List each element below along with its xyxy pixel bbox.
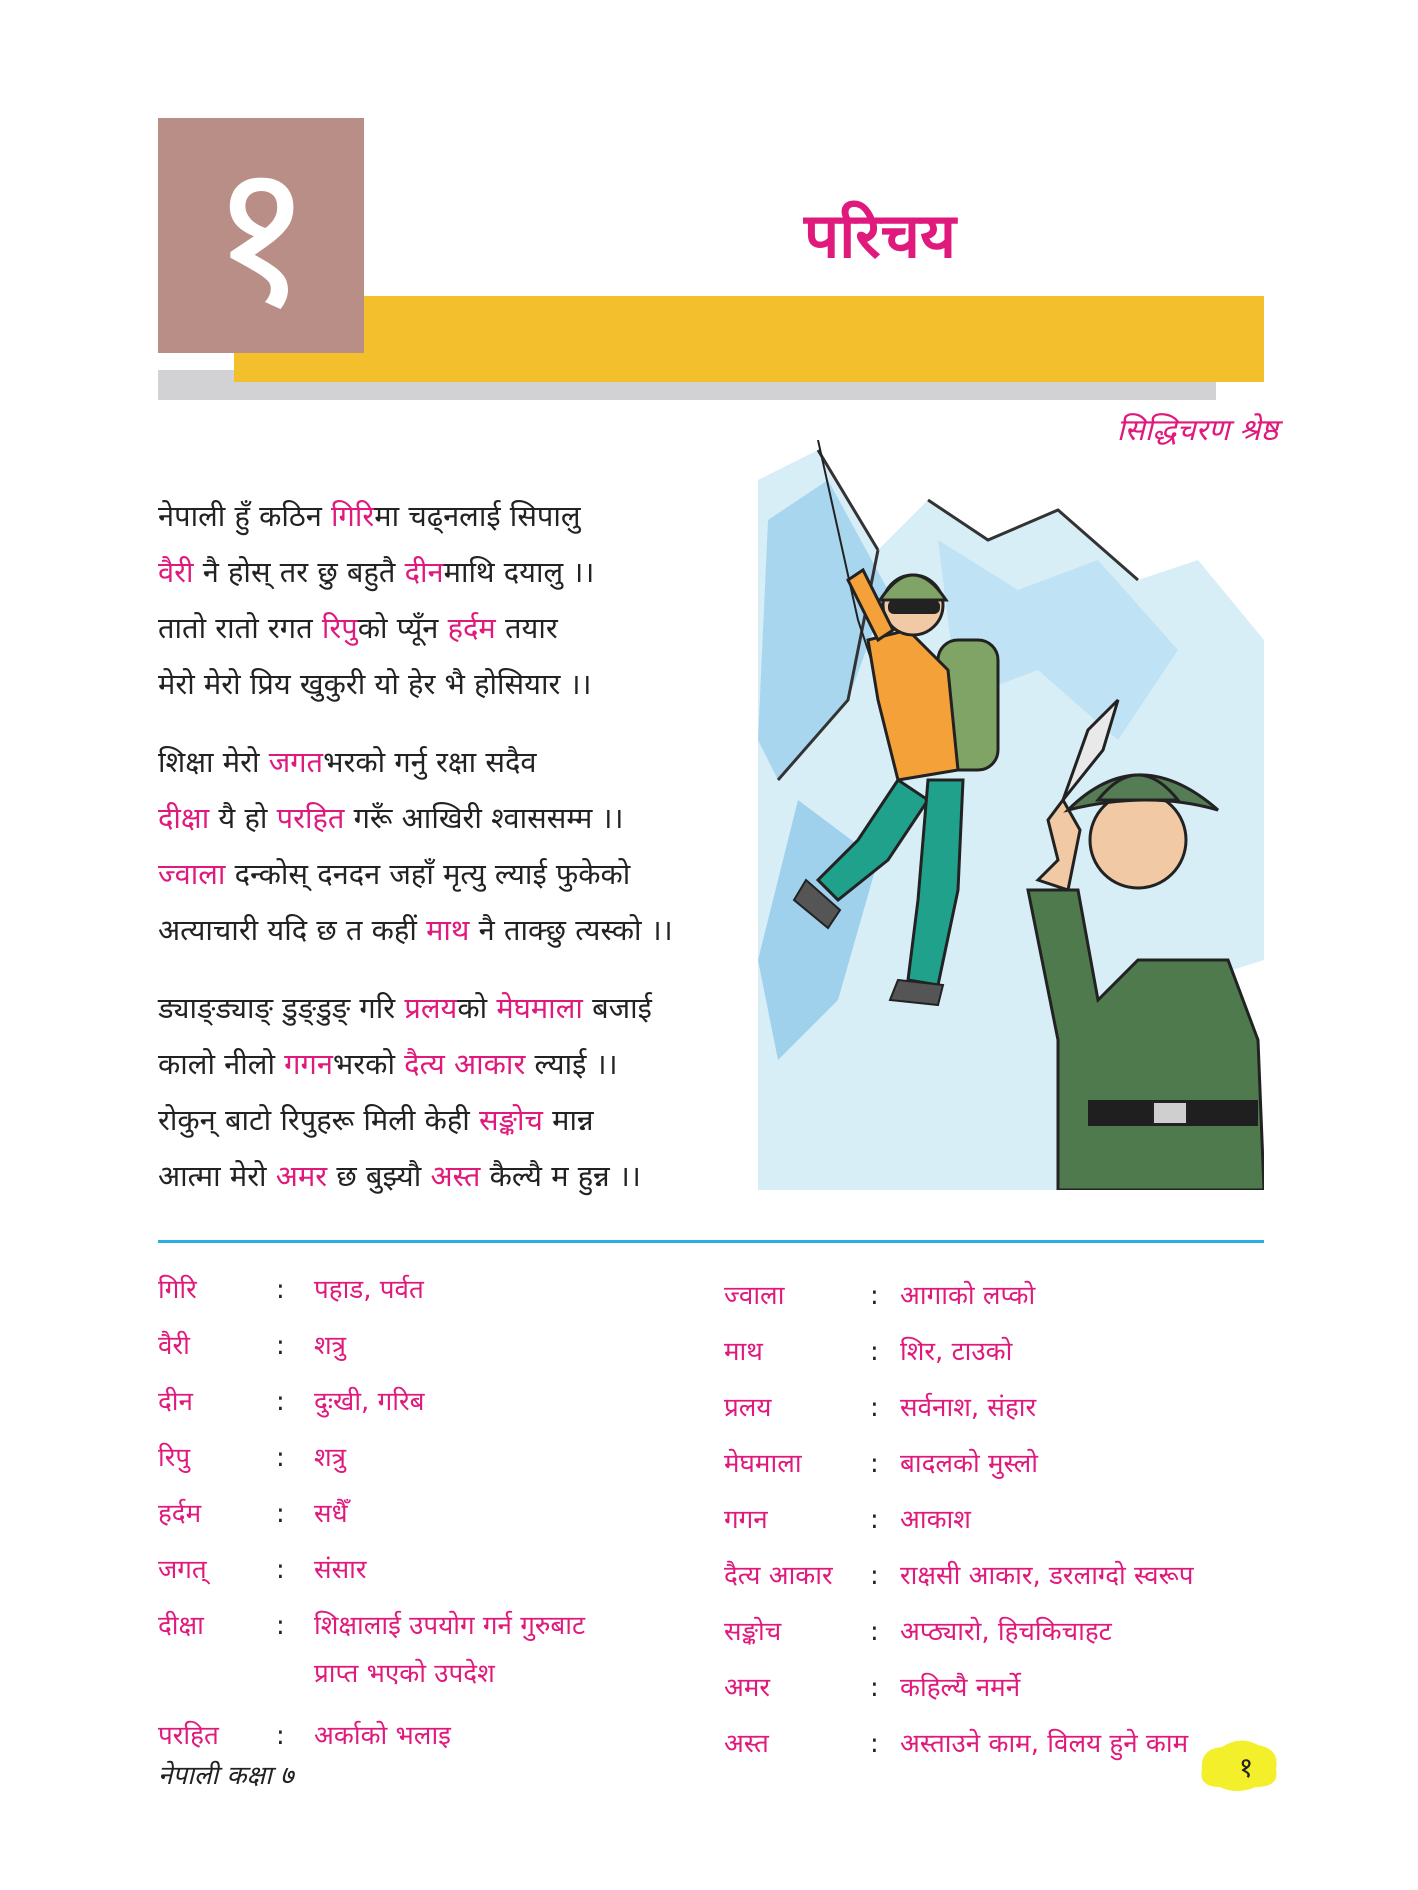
poem-text: नै ताक्छु त्यस्को ।। [469, 913, 673, 947]
poem-text: यै हो [209, 801, 277, 835]
glossary-word: हर्दम [158, 1499, 202, 1529]
poem-line [158, 902, 778, 958]
poem-line [158, 1036, 778, 1092]
glossary-meaning: सर्वनाश, संहार [900, 1393, 1037, 1423]
glossary-entry [158, 1430, 718, 1486]
glossary-word: जगत् [158, 1555, 207, 1585]
glossary-separator: : [870, 1673, 879, 1703]
poem-text: छ बुझ्यौ [327, 1159, 431, 1193]
author-name: सिद्धिचरण श्रेष्ठ [1116, 413, 1278, 448]
glossary-separator: : [870, 1505, 879, 1535]
glossary-word: अस्त [724, 1729, 769, 1759]
highlighted-word: ज्वाला [158, 857, 226, 891]
poem-text: कैल्यै म हुन्न ।। [480, 1159, 641, 1193]
poem-line [158, 544, 778, 600]
glossary-right-column [724, 1268, 1284, 1772]
glossary-separator: : [276, 1387, 285, 1417]
glossary-word: गिरि [158, 1275, 197, 1305]
glossary-word: ज्वाला [724, 1281, 785, 1311]
poem-line [158, 790, 778, 846]
poem-text: मेरो मेरो प्रिय खुकुरी यो हेर भै होसियार ।। [158, 667, 592, 701]
glossary-separator: : [870, 1729, 879, 1759]
glossary-meaning: आगाको लप्को [900, 1281, 1036, 1311]
poem-text: मान्न [542, 1103, 594, 1137]
glossary-word: सङ्कोच [724, 1617, 782, 1647]
poem-text: गरूँ आखिरी श्वाससम्म ।। [344, 801, 624, 835]
glossary-meaning: राक्षसी आकार, डरलाग्दो स्वरूप [900, 1561, 1194, 1591]
glossary-meaning: शिर, टाउको [900, 1337, 1013, 1367]
glossary-meaning: बादलको मुस्लो [900, 1449, 1039, 1479]
glossary-entry [158, 1598, 718, 1708]
glossary-entry [724, 1492, 1284, 1548]
poem-text: नै होस् तर छु बहुतै [193, 555, 405, 589]
chapter-title: परिचय [804, 199, 956, 272]
poem-text: माथि दयालु ।। [443, 555, 595, 589]
soldier-climber-illustration [758, 440, 1264, 1190]
highlighted-word: जगत [268, 745, 324, 779]
poem-line [158, 1148, 778, 1204]
poem-text: ल्याई ।। [525, 1047, 618, 1081]
highlighted-word: दैत्य आकार [404, 1047, 526, 1081]
poem-line [158, 846, 778, 902]
poem-text: को प्यूँन [357, 611, 448, 645]
glossary-separator: : [276, 1499, 285, 1529]
glossary-entry [158, 1542, 718, 1598]
highlighted-word: गगन [284, 1047, 333, 1081]
glossary-word: मेघमाला [724, 1449, 802, 1479]
poem-stanza [158, 734, 778, 958]
glossary-entry [724, 1268, 1284, 1324]
highlighted-word: माथ [426, 913, 470, 947]
glossary-entry [724, 1548, 1284, 1604]
poem-line [158, 980, 778, 1036]
glossary-word: गगन [724, 1505, 768, 1535]
poem-text: रोकुन् बाटो रिपुहरू मिली केही [158, 1103, 480, 1137]
poem-text: दन्कोस् दनदन जहाँ मृत्यु ल्याई फुकेको [225, 857, 631, 891]
glossary-entry [158, 1374, 718, 1430]
poem-text: तातो रातो रगत [158, 611, 322, 645]
poem-line [158, 600, 778, 656]
glossary-entry [158, 1486, 718, 1542]
poem-text: अत्याचारी यदि छ त कहीं [158, 913, 427, 947]
glossary-separator: : [276, 1443, 285, 1473]
glossary-word: अमर [724, 1673, 771, 1703]
poem-stanza [158, 488, 778, 712]
glossary-separator: : [276, 1331, 285, 1361]
glossary-separator: : [870, 1393, 879, 1423]
poem-stanza [158, 980, 778, 1204]
highlighted-word: परहित [276, 801, 345, 835]
glossary-entry [158, 1318, 718, 1374]
glossary-word: रिपु [158, 1443, 191, 1473]
poem-text: आत्मा मेरो [158, 1159, 276, 1193]
glossary-separator: : [276, 1611, 285, 1641]
glossary-separator: : [870, 1561, 879, 1591]
glossary-meaning: संसार [314, 1555, 367, 1585]
poem-text: तयार [495, 611, 558, 645]
glossary-word: दैत्य आकार [724, 1561, 833, 1591]
poem-text: नेपाली हुँ कठिन [158, 499, 332, 533]
glossary-meaning: अप्ठ्यारो, हिचकिचाहट [900, 1617, 1112, 1647]
page-number: १ [1238, 1751, 1254, 1784]
glossary-word: माथ [724, 1337, 763, 1367]
poem [158, 488, 778, 1226]
highlighted-word: गिरि [331, 499, 375, 533]
glossary-separator: : [276, 1275, 285, 1305]
glossary-meaning: शत्रु [314, 1443, 347, 1473]
glossary-separator: : [276, 1721, 285, 1751]
poem-text: कालो नीलो [158, 1047, 285, 1081]
glossary-entry [724, 1660, 1284, 1716]
poem-text: बजाई [582, 991, 652, 1025]
glossary-meaning: शिक्षालाई उपयोग गर्न गुरुबाट प्राप्त भएको उपदेश [314, 1611, 586, 1689]
poem-text: मा चढ्नलाई सिपालु [374, 499, 581, 533]
poem-text: भरको गर्नु रक्षा सदैव [323, 745, 537, 779]
glossary-meaning: दुःखी, गरिब [314, 1387, 425, 1417]
glossary-meaning: कहिल्यै नमर्ने [900, 1673, 1021, 1703]
header-yellow-bar [234, 296, 1264, 382]
glossary-separator: : [870, 1281, 879, 1311]
poem-line [158, 656, 778, 712]
highlighted-word: प्रलय [404, 991, 458, 1025]
glossary-entry [724, 1436, 1284, 1492]
highlighted-word: दीक्षा [158, 801, 210, 835]
highlighted-word: दीन [404, 555, 444, 589]
highlighted-word: हर्दम [447, 611, 496, 645]
highlighted-word: मेघमाला [496, 991, 583, 1025]
section-divider [158, 1240, 1264, 1243]
glossary-separator: : [870, 1337, 879, 1367]
glossary-meaning: पहाड, पर्वत [314, 1275, 424, 1305]
page-number-badge [1196, 1735, 1282, 1795]
poem-line [158, 734, 778, 790]
glossary-entry [724, 1380, 1284, 1436]
glossary-word: दीन [158, 1387, 193, 1417]
glossary-meaning: आकाश [900, 1505, 971, 1535]
highlighted-word: सङ्कोच [479, 1103, 543, 1137]
glossary-meaning: अस्ताउने काम, विलय हुने काम [900, 1729, 1189, 1759]
poem-line [158, 488, 778, 544]
chapter-number: १ [158, 118, 364, 353]
glossary-word: परहित [158, 1721, 219, 1751]
highlighted-word: वैरी [158, 555, 194, 589]
glossary-entry [158, 1262, 718, 1318]
highlighted-word: रिपु [321, 611, 358, 645]
glossary-word: प्रलय [724, 1393, 772, 1423]
glossary-word: वैरी [158, 1331, 190, 1361]
glossary-meaning: अर्काको भलाइ [314, 1721, 451, 1751]
poem-text: ड्याङ्ड्याङ् डुङ्डुङ् गरि [158, 991, 405, 1025]
highlighted-word: अस्त [430, 1159, 481, 1193]
poem-text: को [457, 991, 497, 1025]
poem-text: शिक्षा मेरो [158, 745, 269, 779]
poem-line [158, 1092, 778, 1148]
glossary-entry [724, 1324, 1284, 1380]
glossary-entry [724, 1604, 1284, 1660]
highlighted-word: अमर [275, 1159, 328, 1193]
glossary-separator: : [276, 1555, 285, 1585]
glossary-meaning: सधैँ [314, 1499, 348, 1529]
glossary-meaning: शत्रु [314, 1331, 347, 1361]
glossary-word: दीक्षा [158, 1611, 204, 1641]
glossary-separator: : [870, 1449, 879, 1479]
glossary-left-column [158, 1262, 718, 1764]
poem-text: भरको [332, 1047, 405, 1081]
glossary-separator: : [870, 1617, 879, 1647]
book-title-footer: नेपाली कक्षा ७ [158, 1761, 294, 1791]
